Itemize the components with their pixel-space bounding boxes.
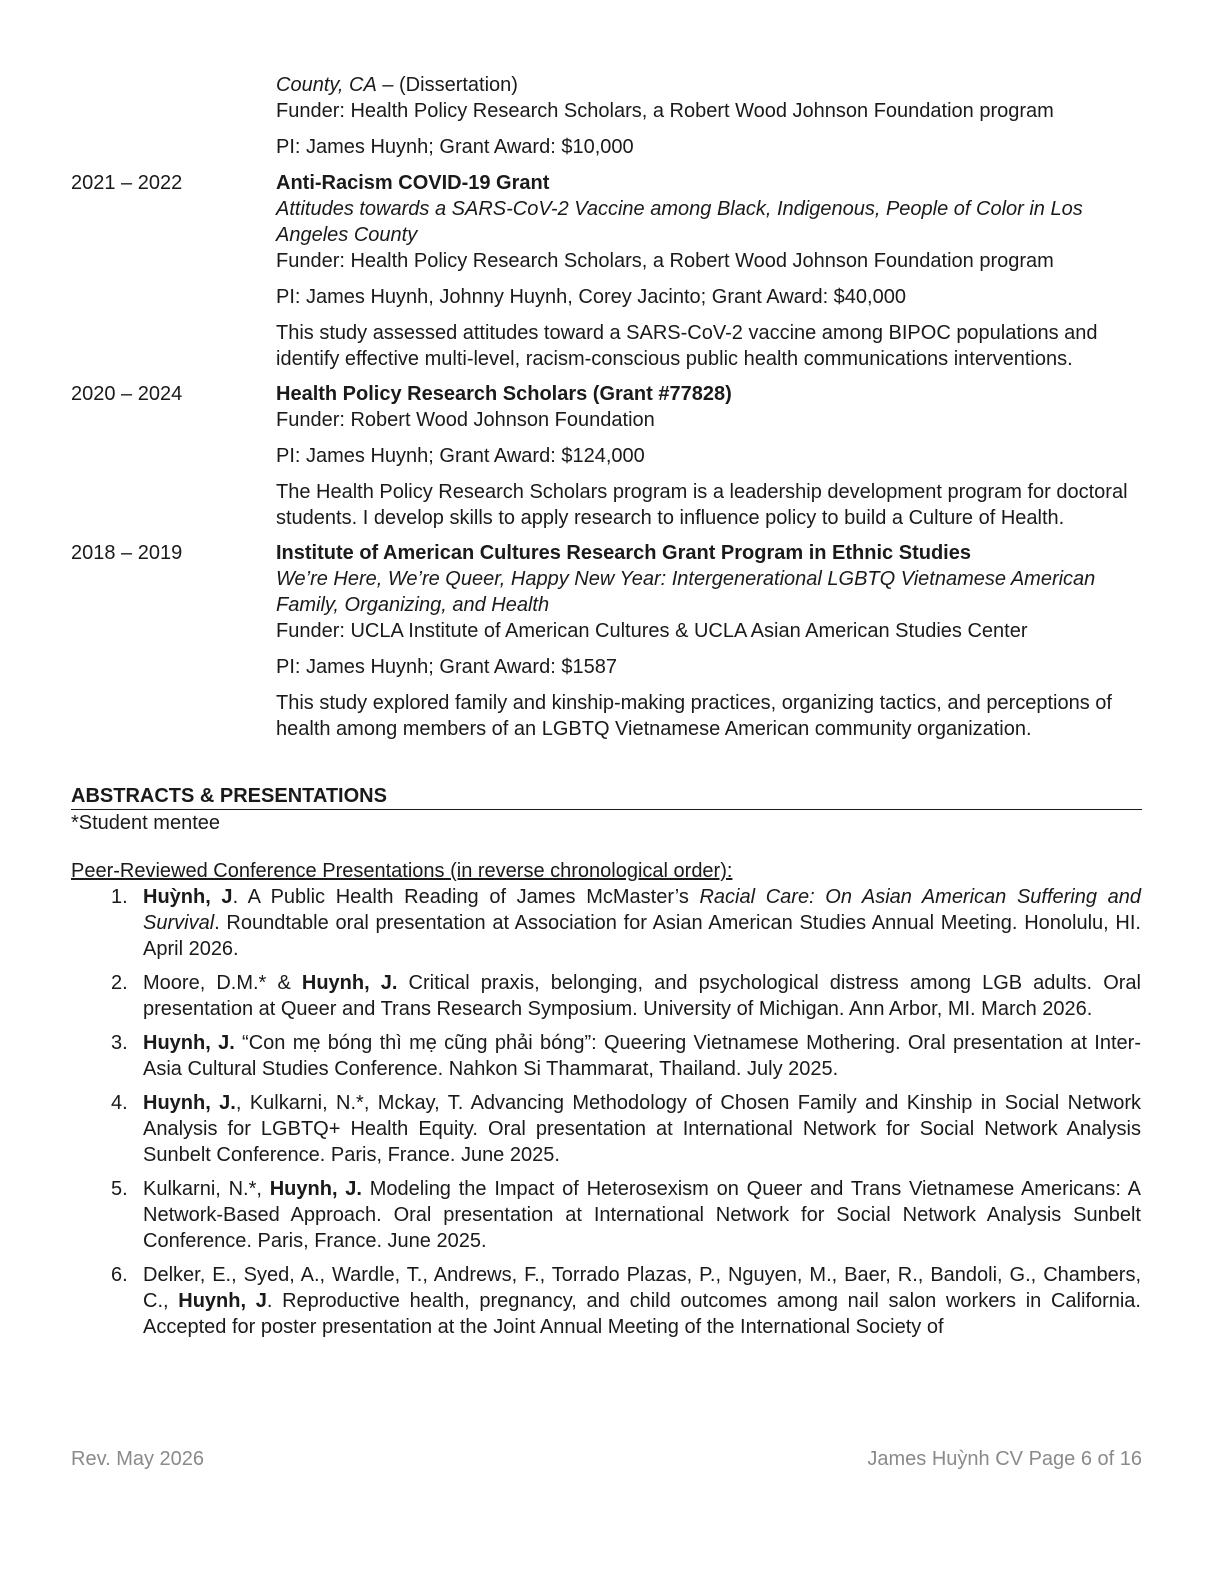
award-label: Grant Award: xyxy=(711,286,829,308)
award-value: $1587 xyxy=(555,656,617,678)
grant-body xyxy=(276,381,1142,531)
grant-subtitle xyxy=(276,72,1142,98)
abstracts-section xyxy=(71,783,1142,1340)
grant-entry xyxy=(71,170,1142,372)
list-number: 1. xyxy=(111,886,128,908)
section-note: *Student mentee xyxy=(71,812,220,834)
presentation-list xyxy=(71,884,1142,1340)
pi-label: PI: xyxy=(276,445,301,467)
grant-pi-award xyxy=(276,654,1142,680)
list-number: 5. xyxy=(111,1178,128,1200)
grant-subtitle-italic: County, CA xyxy=(276,74,377,96)
presentation-text: Huynh, J., Kulkarni, N.*, Mckay, T. Advancing Methodology of Chosen Family and Kinship in Social Network Analysis for LGBTQ+ Health Equity. Oral presentation at International Network for Social Network Analysis Sunbelt Conference. Paris, France. June 2025. xyxy=(143,1092,1141,1166)
presentation-text: Huỳnh, J. A Public Health Reading of James McMaster’s Racial Care: On Asian American Suffering and Survival. Roundtable oral presentation at Association for Asian American Studies Annual Meeting. Honolulu, HI. April 2026. xyxy=(143,886,1142,960)
presentation-text: Kulkarni, N.*, Huynh, J. Modeling the Impact of Heterosexism on Queer and Trans Vietnamese Americans: A Network-Based Approach. Oral presentation at International Network for Social Network Analysis Sunbelt Conference. Paris, France. June 2025. xyxy=(143,1178,1141,1252)
grant-funder: Funder: Health Policy Research Scholars, a Robert Wood Johnson Foundation program xyxy=(276,100,1054,122)
cv-page xyxy=(71,72,1142,1348)
grant-pi-award xyxy=(276,134,1142,160)
grant-description: This study assessed attitudes toward a SARS-CoV-2 vaccine among BIPOC populations and identify effective multi-level, racism-conscious public health communications interventions. xyxy=(276,322,1098,370)
grant-description: This study explored family and kinship-making practices, organizing tactics, and perceptions of health among members of an LGBTQ Vietnamese American community organization. xyxy=(276,692,1112,740)
grant-body xyxy=(276,540,1142,742)
subsection-title: Peer-Reviewed Conference Presentations (in reverse chronological order): xyxy=(71,860,733,882)
grant-years: 2018 – 2019 xyxy=(71,542,183,564)
section-title: ABSTRACTS & PRESENTATIONS xyxy=(71,783,1142,810)
presentation-text: Delker, E., Syed, A., Wardle, T., Andrews, F., Torrado Plazas, P., Nguyen, M., Baer, R., Bandoli, G., Chambers, C., Huynh, J. Reproductive health, pregnancy, and child outcomes among nail salon workers in California. Accepted for poster presentation at the Joint Annual Meeting of the International Society of xyxy=(143,1264,1141,1338)
grant-body xyxy=(276,170,1142,372)
award-label: Grant Award: xyxy=(439,445,556,467)
list-number: 2. xyxy=(111,972,128,994)
page-footer xyxy=(71,1446,1142,1472)
page-number: James Huỳnh CV Page 6 of 16 xyxy=(867,1448,1142,1470)
grant-entry xyxy=(71,540,1142,742)
award-value: $124,000 xyxy=(555,445,645,467)
pi-names: James Huynh; xyxy=(300,136,440,158)
grant-title: Health Policy Research Scholars (Grant #77828) xyxy=(276,383,732,405)
list-item xyxy=(71,970,1142,1022)
pi-names: James Huynh, Johnny Huynh, Corey Jacinto; xyxy=(300,286,712,308)
pi-names: James Huynh; xyxy=(300,656,440,678)
grant-body xyxy=(276,72,1142,160)
grant-subtitle: Attitudes towards a SARS-CoV-2 Vaccine among Black, Indigenous, People of Color in Los Angeles County xyxy=(276,198,1083,246)
grant-funder: Funder: UCLA Institute of American Cultures & UCLA Asian American Studies Center xyxy=(276,620,1028,642)
pi-label: PI: xyxy=(276,136,301,158)
grant-years: 2021 – 2022 xyxy=(71,172,183,194)
grant-title: Institute of American Cultures Research Grant Program in Ethnic Studies xyxy=(276,542,971,564)
grant-subtitle-rest: – (Dissertation) xyxy=(376,74,518,96)
presentation-text: Moore, D.M.* & Huynh, J. Critical praxis, belonging, and psychological distress among LGB adults. Oral presentation at Queer and Trans Research Symposium. University of Michigan. Ann Arbor, MI. March 2026. xyxy=(143,972,1141,1020)
grant-entry xyxy=(71,381,1142,531)
award-label: Grant Award: xyxy=(439,656,556,678)
grant-year-empty xyxy=(71,72,276,160)
pi-names: James Huynh; xyxy=(300,445,440,467)
award-label: Grant Award: xyxy=(439,136,556,158)
grant-continuation xyxy=(71,72,1142,160)
list-item xyxy=(71,1030,1142,1082)
grant-pi-award xyxy=(276,284,1142,310)
pi-label: PI: xyxy=(276,656,301,678)
list-item xyxy=(71,1176,1142,1254)
grant-funder: Funder: Robert Wood Johnson Foundation xyxy=(276,409,655,431)
grant-title: Anti-Racism COVID-19 Grant xyxy=(276,172,550,194)
grant-years: 2020 – 2024 xyxy=(71,383,183,405)
pi-label: PI: xyxy=(276,286,301,308)
award-value: $40,000 xyxy=(828,286,906,308)
list-item xyxy=(71,1090,1142,1168)
list-number: 3. xyxy=(111,1032,128,1054)
presentation-text: Huynh, J. “Con mẹ bóng thì mẹ cũng phải bóng”: Queering Vietnamese Mothering. Oral presentation at Inter-Asia Cultural Studies Conference. Nahkon Si Thammarat, Thailand. July 2025. xyxy=(143,1032,1141,1080)
list-number: 4. xyxy=(111,1092,128,1114)
grant-subtitle: We’re Here, We’re Queer, Happy New Year: Intergenerational LGBTQ Vietnamese American Family, Organizing, and Health xyxy=(276,568,1096,616)
grant-description: The Health Policy Research Scholars program is a leadership development program for doctoral students. I develop skills to apply research to influence policy to build a Culture of Health. xyxy=(276,481,1128,529)
list-item xyxy=(71,1262,1142,1340)
revision-date: Rev. May 2026 xyxy=(71,1448,205,1470)
grant-funder: Funder: Health Policy Research Scholars, a Robert Wood Johnson Foundation program xyxy=(276,250,1054,272)
award-value: $10,000 xyxy=(555,136,634,158)
list-item xyxy=(71,884,1142,962)
list-number: 6. xyxy=(111,1264,128,1286)
grant-pi-award xyxy=(276,443,1142,469)
